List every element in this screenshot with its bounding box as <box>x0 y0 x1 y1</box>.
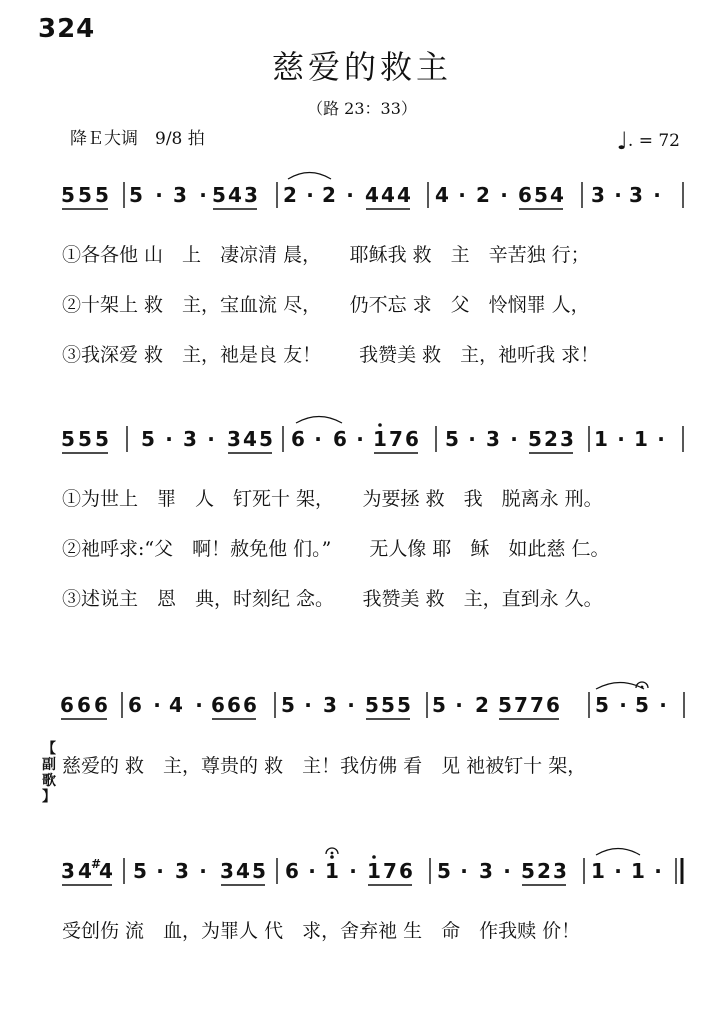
note-digit: 3 <box>220 859 234 883</box>
note-digit: 5 <box>133 859 147 883</box>
note-digit: 2 <box>537 859 551 883</box>
dot-extension-icon: · <box>455 693 463 717</box>
lyric-line-s2-v3: ③述说主 恩 典，时刻纪 念。 我赞美 救 主，直到永 久。 <box>62 588 603 610</box>
tie-slur <box>596 683 644 690</box>
dot-extension-icon: · <box>654 859 662 883</box>
note-digit: 4 <box>550 183 564 207</box>
note-digit: 5 <box>252 859 266 883</box>
note-digit: 5 <box>528 427 542 451</box>
dot-extension-icon: · <box>510 427 518 451</box>
note-digit: 3 <box>560 427 574 451</box>
note-digit: 3 <box>629 183 643 207</box>
dot-extension-icon: · <box>617 427 625 451</box>
dot-extension-icon: · <box>659 693 667 717</box>
refrain-bracket-close: 】 <box>42 789 56 805</box>
dot-extension-icon: · <box>165 427 173 451</box>
octave-dot-icon <box>372 855 376 859</box>
note-digit: 2 <box>283 183 297 207</box>
dot-extension-icon: · <box>346 183 354 207</box>
note-digit: 7 <box>530 693 544 717</box>
octave-dot-icon <box>330 855 334 859</box>
note-digit: 4 <box>236 859 250 883</box>
note-digit: 6 <box>546 693 560 717</box>
lyric-line-s3-refrain: 慈爱的 救 主，尊贵的 救 主！我仿佛 看 见 祂被钉十 架， <box>62 755 587 777</box>
lyric-line-s1-v2: ②十架上 救 主，宝血流 尽， 仍不忘 求 父 怜悯罪 人， <box>62 294 590 316</box>
note-digit: 6 <box>405 427 419 451</box>
octave-dot-icon <box>378 423 382 427</box>
note-digit: 5 <box>78 183 92 207</box>
note-digit: 5 <box>78 427 92 451</box>
fermata-dot-icon <box>331 852 334 855</box>
dot-extension-icon: · <box>503 859 511 883</box>
note-digit: 1 <box>594 427 608 451</box>
dot-extension-icon: · <box>207 427 215 451</box>
note-digit: 5 <box>281 693 295 717</box>
dot-extension-icon: · <box>156 859 164 883</box>
note-digit: 5 <box>212 183 226 207</box>
note-digit: 6 <box>94 693 108 717</box>
note-digit: 5 <box>397 693 411 717</box>
note-digit: 4 <box>78 859 92 883</box>
dot-extension-icon: · <box>199 859 207 883</box>
refrain-char-2: 歌 <box>42 773 56 789</box>
scripture-reference: （路 23：33） <box>307 99 417 118</box>
lyric-line-s4-refrain: 受创伤 流 血，为罪人 代 求，舍弃祂 生 命 作我赎 价！ <box>62 920 581 942</box>
note-digit: 2 <box>476 183 490 207</box>
note-digit: 5 <box>521 859 535 883</box>
note-digit: 6 <box>285 859 299 883</box>
dot-extension-icon: · <box>458 183 466 207</box>
note-digit: 6 <box>227 693 241 717</box>
note-digit: 6 <box>399 859 413 883</box>
dot-extension-icon: · <box>347 693 355 717</box>
note-digit: 6 <box>60 693 74 717</box>
note-digit: 7 <box>383 859 397 883</box>
note-digit: 3 <box>591 183 605 207</box>
note-digit: 6 <box>518 183 532 207</box>
dot-extension-icon: · <box>199 183 207 207</box>
note-digit: 5 <box>498 693 512 717</box>
key-signature: 降Ｅ大调 9/8 拍 <box>70 129 205 149</box>
note-digit: 2 <box>544 427 558 451</box>
dot-extension-icon: · <box>314 427 322 451</box>
lyric-line-s2-v1: ①为世上 罪 人 钉死十 架， 为要拯 救 我 脱离永 刑。 <box>62 488 603 510</box>
note-digit: 5 <box>259 427 273 451</box>
note-digit: 1 <box>373 427 387 451</box>
refrain-char-1: 副 <box>42 757 56 773</box>
tie-slur <box>288 173 331 180</box>
dot-extension-icon: · <box>195 693 203 717</box>
note-digit: 5 <box>95 427 109 451</box>
note-digit: 5 <box>95 183 109 207</box>
note-digit: 5 <box>595 693 609 717</box>
note-digit: 5 <box>61 183 75 207</box>
dot-extension-icon: · <box>657 427 665 451</box>
note-digit: 3 <box>227 427 241 451</box>
note-digit: 3 <box>183 427 197 451</box>
note-digit: 6 <box>128 693 142 717</box>
note-digit: 1 <box>367 859 381 883</box>
sharp-sign-icon: # <box>90 857 102 871</box>
note-digit: 3 <box>323 693 337 717</box>
dot-extension-icon: · <box>500 183 508 207</box>
dot-extension-icon: · <box>460 859 468 883</box>
dot-extension-icon: · <box>306 183 314 207</box>
note-digit: 6 <box>333 427 347 451</box>
tie-slur <box>596 849 640 856</box>
note-digit: 6 <box>291 427 305 451</box>
dot-extension-icon: · <box>619 693 627 717</box>
note-digit: 4 <box>365 183 379 207</box>
note-digit: 5 <box>141 427 155 451</box>
note-digit: 4 <box>169 693 183 717</box>
note-digit: 2 <box>322 183 336 207</box>
dot-extension-icon: · <box>468 427 476 451</box>
note-digit: 5 <box>61 427 75 451</box>
hymn-title: 慈爱的救主 <box>271 48 452 86</box>
dot-extension-icon: · <box>349 859 357 883</box>
note-digit: 5 <box>437 859 451 883</box>
note-digit: 3 <box>61 859 75 883</box>
note-digit: 4 <box>243 427 257 451</box>
note-digit: 3 <box>553 859 567 883</box>
note-digit: 6 <box>77 693 91 717</box>
note-digit: 5 <box>365 693 379 717</box>
note-digit: 7 <box>514 693 528 717</box>
note-digit: 4 <box>381 183 395 207</box>
dot-extension-icon: · <box>308 859 316 883</box>
note-digit: 1 <box>631 859 645 883</box>
note-digit: 6 <box>243 693 257 717</box>
note-digit: 1 <box>591 859 605 883</box>
note-digit: 3 <box>173 183 187 207</box>
dot-extension-icon: · <box>614 859 622 883</box>
quarter-note-icon: ♩ <box>616 127 628 155</box>
note-digit: 1 <box>634 427 648 451</box>
note-digit: 2 <box>475 693 489 717</box>
note-digit: 5 <box>635 693 649 717</box>
note-digit: 3 <box>244 183 258 207</box>
note-digit: 4 <box>99 859 113 883</box>
refrain-bracket-open: 【 <box>42 741 56 757</box>
lyric-line-s2-v2: ②祂呼求:“父 啊！赦免他 们。” 无人像 耶 稣 如此慈 仁。 <box>62 538 610 560</box>
refrain-label <box>39 741 59 805</box>
dot-extension-icon: · <box>653 183 661 207</box>
note-digit: 4 <box>435 183 449 207</box>
dot-extension-icon: · <box>304 693 312 717</box>
note-digit: 7 <box>389 427 403 451</box>
note-digit: 3 <box>486 427 500 451</box>
lyric-line-s1-v3: ③我深爱 救 主，祂是良 友！ 我赞美 救 主，祂听我 求！ <box>62 344 600 366</box>
lyric-line-s1-v1: ①各各他 山 上 凄凉清 晨， 耶稣我 救 主 辛苦独 行； <box>62 244 590 266</box>
hymn-number: 324 <box>38 14 96 44</box>
note-digit: 4 <box>228 183 242 207</box>
note-digit: 3 <box>479 859 493 883</box>
dot-extension-icon: · <box>614 183 622 207</box>
note-digit: 5 <box>432 693 446 717</box>
note-digit: 3 <box>175 859 189 883</box>
note-digit: 4 <box>397 183 411 207</box>
note-digit: 5 <box>381 693 395 717</box>
note-digit: 1 <box>325 859 339 883</box>
note-digit: 5 <box>445 427 459 451</box>
dot-extension-icon: · <box>356 427 364 451</box>
dot-extension-icon: · <box>153 693 161 717</box>
note-digit: 5 <box>534 183 548 207</box>
tie-slur <box>296 417 342 424</box>
note-digit: 6 <box>211 693 225 717</box>
dot-extension-icon: · <box>155 183 163 207</box>
tempo-value: . = 72 <box>627 131 680 151</box>
note-digit: 5 <box>129 183 143 207</box>
